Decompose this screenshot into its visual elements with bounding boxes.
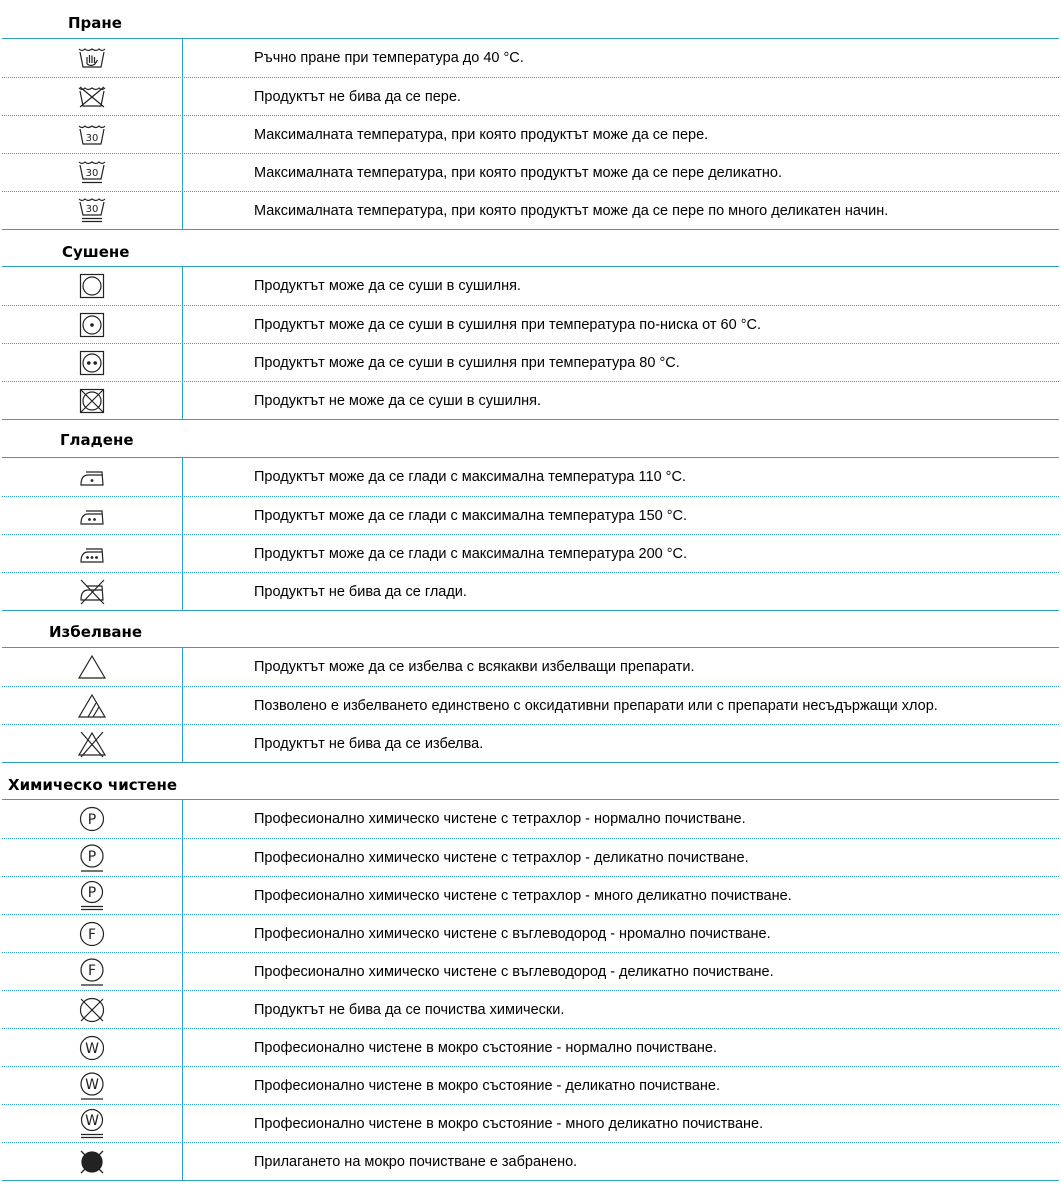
- tumble-dry-low-icon: [79, 312, 105, 338]
- care-description: Продуктът може да се избелва с всякакви избелващи препарати.: [254, 659, 695, 675]
- do-not-iron-icon: [78, 578, 106, 606]
- solvent-letter: P: [87, 848, 97, 865]
- table-row: [2, 343, 1059, 381]
- do-not-wet-clean-icon: [78, 1148, 106, 1176]
- care-description: Професионално химическо чистене с тетрахлор - нормално почистване.: [254, 811, 746, 827]
- care-description: Продуктът може да се суши в сушилня при температура 80 °С.: [254, 354, 680, 371]
- care-table: [2, 38, 1059, 230]
- table-row: [2, 914, 1059, 952]
- section-title: Пране: [68, 14, 122, 32]
- care-description: Професионално чистене в мокро състояние - много деликатно почистване.: [254, 1115, 764, 1132]
- table-row: [2, 686, 1059, 724]
- dry-clean-f-gentle-icon: [78, 957, 106, 987]
- care-description: Продуктът може да се глади с максимална температура 150 °С.: [254, 507, 688, 524]
- table-row: [2, 191, 1059, 229]
- table-row: [2, 153, 1059, 191]
- table-row: [2, 458, 1059, 496]
- iron-medium-icon: [78, 506, 106, 526]
- table-row: [2, 39, 1059, 77]
- care-table: [2, 266, 1059, 420]
- care-description: Продуктът не бива да се глади.: [254, 583, 467, 600]
- table-row: [2, 267, 1059, 305]
- solvent-letter: P: [87, 884, 97, 901]
- care-description: Максималната температура, при която продуктът може да се пере.: [254, 126, 709, 143]
- do-not-tumble-dry-icon: [79, 388, 105, 414]
- do-not-bleach-icon: [77, 730, 107, 758]
- care-description: Прилагането на мокро почистване е забранено.: [254, 1153, 578, 1170]
- care-description: Продуктът не може да се суши в сушилня.: [254, 392, 542, 409]
- table-row: [2, 800, 1059, 838]
- section-title: Химическо чистене: [8, 776, 178, 794]
- table-row: [2, 952, 1059, 990]
- solvent-letter: W: [85, 1076, 99, 1093]
- care-description: Професионално химическо чистене с въглеводород - деликатно почистване.: [254, 963, 774, 980]
- iron-low-icon: [78, 467, 106, 487]
- care-description: Продуктът може да се суши в сушилня при температура по-ниска от 60 °С.: [254, 316, 762, 333]
- table-row: [2, 1104, 1059, 1142]
- solvent-letter: P: [87, 812, 97, 828]
- dry-clean-p-icon: [78, 805, 106, 833]
- do-not-dry-clean-icon: [78, 996, 106, 1024]
- care-description: Ръчно пране при температура до 40 °С.: [254, 50, 524, 66]
- care-table: [2, 457, 1059, 611]
- bleach-non-chlorine-icon: [77, 693, 107, 719]
- care-description: Продуктът може да се глади с максимална температура 110 °С.: [254, 469, 686, 485]
- table-row: [2, 305, 1059, 343]
- solvent-letter: F: [87, 926, 97, 943]
- care-description: Продуктът не бива да се почиства химически.: [254, 1001, 565, 1018]
- wet-clean-w-icon: [78, 1034, 106, 1062]
- table-row: [2, 648, 1059, 686]
- care-description: Продуктът не бива да се избелва.: [254, 735, 484, 752]
- tumble-dry-normal-icon: [79, 350, 105, 376]
- table-row: [2, 381, 1059, 419]
- table-row: [2, 724, 1059, 762]
- care-description: Максималната температура, при която продуктът може да се пере по много деликатен начин.: [254, 202, 889, 219]
- dry-clean-p-very-gentle-icon: [78, 880, 106, 912]
- temperature-label: 30: [85, 132, 99, 144]
- care-description: Професионално химическо чистене с тетрахлор - деликатно почистване.: [254, 849, 749, 866]
- care-description: Продуктът може да се глади с максимална температура 200 °С.: [254, 545, 688, 562]
- tumble-dry-icon: [79, 273, 105, 299]
- care-table: [2, 799, 1059, 1181]
- care-description: Продуктът може да се суши в сушилня.: [254, 278, 521, 294]
- care-description: Професионално чистене в мокро състояние - деликатно почистване.: [254, 1077, 721, 1094]
- care-description: Позволено е избелването единствено с оксидативни препарати или с препарати несъдържащи хлор.: [254, 697, 938, 714]
- bleach-any-icon: [77, 654, 107, 680]
- table-row: [2, 1142, 1059, 1180]
- wet-clean-w-gentle-icon: [78, 1071, 106, 1101]
- dry-clean-f-icon: [78, 920, 106, 948]
- table-row: [2, 496, 1059, 534]
- care-description: Продуктът не бива да се пере.: [254, 88, 461, 105]
- section-title: Сушене: [62, 243, 130, 261]
- solvent-letter: F: [87, 962, 97, 979]
- care-description: Професионално химическо чистене с въглеводород - нромално почистване.: [254, 925, 771, 942]
- care-table: [2, 647, 1059, 763]
- solvent-letter: W: [85, 1040, 99, 1057]
- table-row: [2, 77, 1059, 115]
- wet-clean-w-very-gentle-icon: [78, 1108, 106, 1140]
- hand-wash-icon: [77, 46, 107, 70]
- wash-30-icon: [77, 123, 107, 147]
- table-row: [2, 990, 1059, 1028]
- table-row: [2, 838, 1059, 876]
- do-not-wash-icon: [77, 85, 107, 109]
- temperature-label: 30: [85, 203, 99, 215]
- dry-clean-p-gentle-icon: [78, 843, 106, 873]
- table-row: [2, 876, 1059, 914]
- temperature-label: 30: [85, 167, 99, 179]
- wash-30-gentle-icon: [77, 160, 107, 186]
- table-row: [2, 572, 1059, 610]
- table-row: [2, 115, 1059, 153]
- iron-high-icon: [78, 544, 106, 564]
- section-title: Избелване: [49, 623, 143, 641]
- table-row: [2, 1028, 1059, 1066]
- care-description: Професионално химическо чистене с тетрахлор - много деликатно почистване.: [254, 887, 792, 904]
- solvent-letter: W: [85, 1112, 99, 1129]
- care-description: Професионално чистене в мокро състояние - нормално почистване.: [254, 1039, 717, 1056]
- wash-30-very-gentle-icon: [77, 197, 107, 225]
- section-title: Гладене: [60, 431, 134, 449]
- care-description: Максималната температура, при която продуктът може да се пере деликатно.: [254, 164, 782, 181]
- table-row: [2, 534, 1059, 572]
- table-row: [2, 1066, 1059, 1104]
